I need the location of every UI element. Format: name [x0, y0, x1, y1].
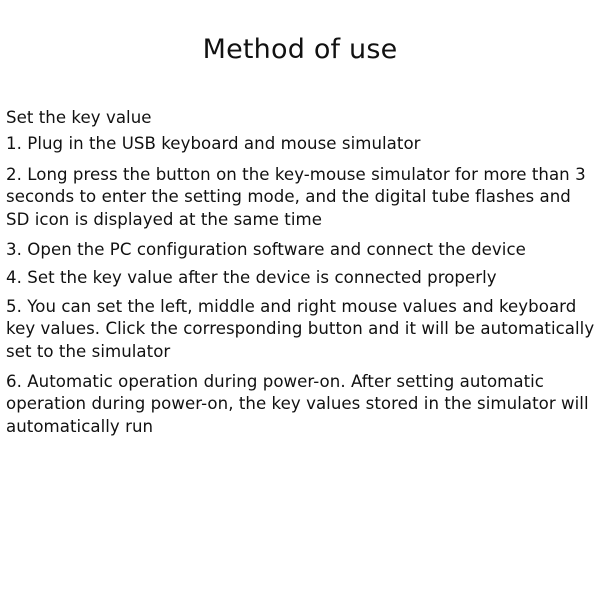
page-title: Method of use	[202, 34, 398, 65]
step-3: 3. Open the PC configuration software and connect the device	[6, 240, 526, 260]
section-subtitle: Set the key value	[6, 108, 152, 127]
step-5: 5. You can set the left, middle and right mouse values and keyboard key values. Click the corresponding button and it will be automatically set to the simulator	[6, 296, 595, 361]
instructions-body	[6, 107, 596, 446]
step-4: 4. Set the key value after the device is connected properly	[6, 268, 497, 288]
step-6: 6. Automatic operation during power-on. After setting automatic operation during power-on, the key values stored in the simulator will automatically run	[6, 372, 589, 436]
step-1: 1. Plug in the USB keyboard and mouse simulator	[6, 134, 421, 154]
step-2: 2. Long press the button on the key-mouse simulator for more than 3 seconds to enter the setting mode, and the digital tube flashes and SD icon is displayed at the same time	[6, 164, 586, 229]
